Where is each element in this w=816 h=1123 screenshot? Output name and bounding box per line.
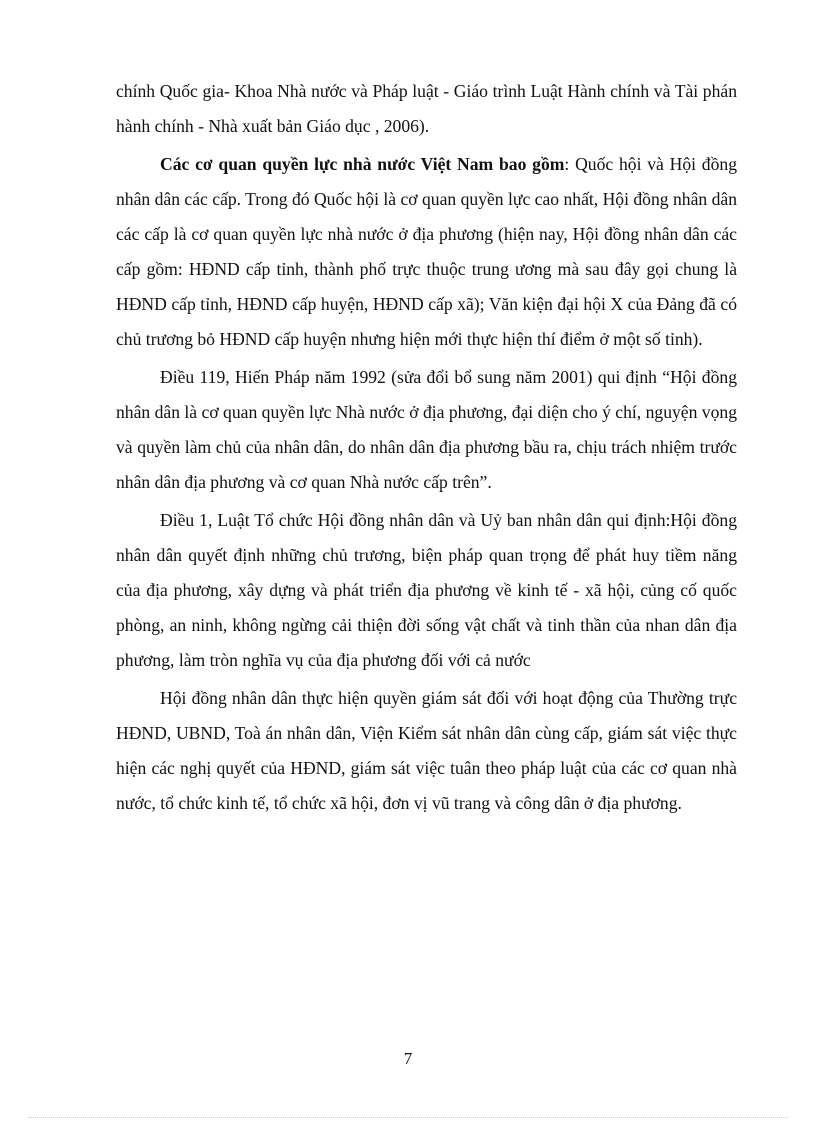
paragraph-text: Điều 1, Luật Tổ chức Hội đồng nhân dân và Uỷ ban nhân dân qui định:Hội đồng nhân dân quyết định những chủ trương, biện pháp quan trọng để phát huy tiềm năng của địa phương, xây dựng và phát triển địa phương về kinh tế - xã hội, củng cố quốc phòng, an ninh, không ngừng cải thiện đời sống vật chất và tinh thần của nhan dân địa phương, làm tròn nghĩa vụ của địa phương đối với cả nước: [116, 510, 737, 670]
paragraph-text: chính Quốc gia- Khoa Nhà nước và Pháp luật - Giáo trình Luật Hành chính và Tài phán hành chính - Nhà xuất bản Giáo dục , 2006).: [116, 81, 737, 136]
paragraph-citation-continuation: [116, 74, 737, 144]
document-body: [116, 74, 737, 824]
paragraph-text: : Quốc hội và Hội đồng nhân dân các cấp. Trong đó Quốc hội là cơ quan quyền lực cao nhất, Hội đồng nhân dân các cấp là cơ quan quyền lực nhà nước ở địa phương (hiện nay, Hội đồng nhân dân các cấp gồm: HĐND cấp tỉnh, thành phố trực thuộc trung ương mà sau đây gọi chung là HĐND cấp tỉnh, HĐND cấp huyện, HĐND cấp xã); Văn kiện đại hội X của Đảng đã có chủ trương bỏ HĐND cấp huyện nhưng hiện mới thực hiện thí điểm ở một số tỉnh).: [116, 154, 737, 349]
paragraph-supervision: [116, 681, 737, 821]
paragraph-text: Điều 119, Hiến Pháp năm 1992 (sửa đổi bổ sung năm 2001) qui định “Hội đồng nhân dân là cơ quan quyền lực Nhà nước ở địa phương, đại diện cho ý chí, nguyện vọng và quyền làm chủ của nhân dân, do nhân dân địa phương bầu ra, chịu trách nhiệm trước nhân dân địa phương và cơ quan Nhà nước cấp trên”.: [116, 367, 737, 492]
paragraph-article-119: [116, 360, 737, 500]
paragraph-text: Hội đồng nhân dân thực hiện quyền giám sát đối với hoạt động của Thường trực HĐND, UBND, Toà án nhân dân, Viện Kiểm sát nhân dân cùng cấp, giám sát việc thực hiện các nghị quyết của HĐND, giám sát việc tuân theo pháp luật của các cơ quan nhà nước, tổ chức kinh tế, tổ chức xã hội, đơn vị vũ trang và công dân ở địa phương.: [116, 688, 737, 813]
paragraph-article-1: [116, 503, 737, 678]
paragraph-state-power-bodies: [116, 147, 737, 357]
paragraph-lead-bold: Các cơ quan quyền lực nhà nước Việt Nam bao gồm: [160, 154, 565, 174]
page-bottom-divider: [28, 1117, 788, 1118]
page-number: 7: [403, 1049, 413, 1068]
